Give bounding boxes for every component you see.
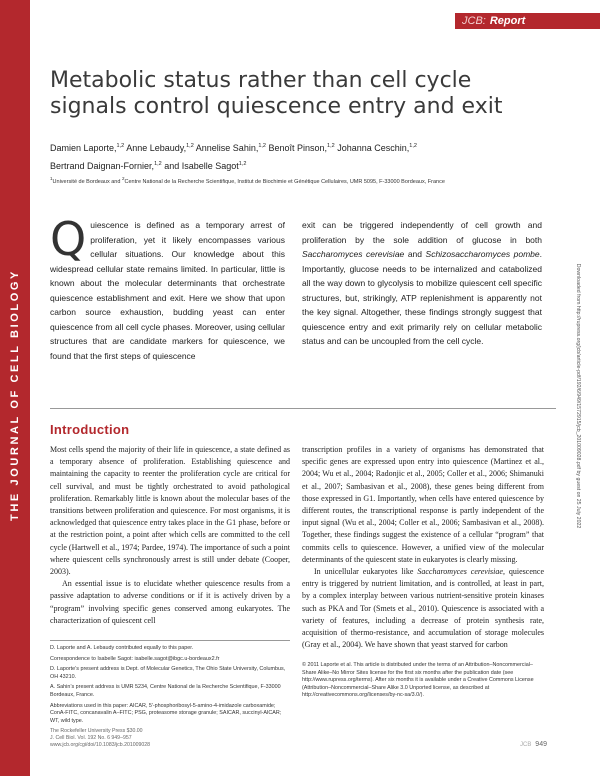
body-text: , quiescence entry is triggered by nutrient limitation, and is controlled, at least in part, by a complex interplay between various nutrient-sensitive protein kinases such as PKA and Tor (Smets et al., 2010). Quiescence is associated with a variety of features, including a decrease of protein synthesis rate, acquisition of thermo-resistance, and accumulation of storage molecules (Gray et al., 2004). We have shown that yeast starved for carbon <box>302 567 544 650</box>
body-paragraph <box>302 566 544 651</box>
license-notice[interactable]: © 2011 Laporte et al. This article is distributed under the terms of an Attribution–Noncommercial–Share Alike–No Mirror Sites license for the first six months after the publication date (see http://www.rupress.org/terms). After six months it is available under a Creative Commons License (Attribution–Noncommercial–Share Alike 3.0 Unported license, as described at http://creativecommons.org/licenses/by-nc-sa/3.0/). <box>302 662 534 699</box>
body-column-right <box>302 444 544 651</box>
body-paragraph: transcription profiles in a variety of organisms has demonstrated that specific genes are expressed upon entry into quiescence (Martinez et al., 2004; Wu et al., 2004; Radonjic et al., 2005; Coller et al., 2006; Shimanuki et al., 2007; Sambasivan et al., 2008), these genes being different from those expressed in G1. Importantly, when cells have entered quiescence by different routes, the transcriptional response is partly independent of the input signal (Wu et al., 2004; Coller et al., 2006; Sambasivan et al., 2008). Together, these findings suggest the existence of a cellular “program” that commits cells to quiescence. However, a unified view of the molecular determinants of the quiescent state in eukaryotes is clearly missing. <box>302 445 544 564</box>
author[interactable]: Anne Lebaudy, <box>126 143 187 153</box>
affiliations <box>50 176 550 185</box>
abstract-text: and <box>404 249 426 259</box>
page-footer <box>520 741 547 748</box>
author-affil: 1,2 <box>116 143 125 149</box>
body-paragraph: Most cells spend the majority of their life in quiescence, a state defined as a temporary absence of proliferation. Establishing quiescence and maintaining the capacity to reenter the proliferation cycle are critical for cell survival, and must be tightly orchestrated to avoid pathological proliferation. Remarkably little is known about the molecular bases of the transitions between proliferation and quiescence. For most organisms, it is acknowledged that quiescence entry takes place in the G1 phase, before or at the restriction point, a point after which cells are committed to the cell cycle (Hartwell et al., 1974; Pardee, 1974). The importance of such a point where quiescent cells synchronously arrest is still under debate (Cooper, 2003). <box>50 445 290 577</box>
abstract-text: exit can be triggered independently of cell growth and proliferation by the sole addition of glucose in both <box>302 220 542 245</box>
footnote-abbreviations: Abbreviations used in this paper: AICAR, 5′-phosphoribosyl-5-amino-4-imidazole carboxamide; ConA-FITC, concanavalin A–FITC; PSG, proteasome storage granule; SAICAR, succinyl-AICAR; WT, wild type. <box>50 702 282 724</box>
affiliation-text: Université de Bordeaux and <box>52 178 122 185</box>
footer-journal: JCB <box>520 742 532 748</box>
abstract-text: uiescence is defined as a temporary arrest of proliferation, yet it likely encompasses various cellular situations. Our knowledge about this widespread cellular state remains limited. In particular, little is known about the molecular determinants that orchestrate quiescence establishment and exit. Here we show that upon carbon source exhaustion, budding yeast can enter quiescence from all cell cycle phases. Moreover, using cellular structures that are candidate markers for quiescence, we found that the first steps of quiescence <box>50 220 285 361</box>
footnote-divider <box>50 640 290 641</box>
species-name: Saccharomyces cerevisiae <box>417 567 503 577</box>
author[interactable]: Annelise Sahin, <box>195 143 259 153</box>
dropcap: Q <box>50 212 87 266</box>
footnote: D. Laporte’s present address is Dept. of Molecular Genetics, The Ohio State University, Columbus, OH 43210. <box>50 666 286 680</box>
author-affil: 1,2 <box>258 143 266 149</box>
species-name: Saccharomyces cerevisiae <box>302 249 405 259</box>
citation-line: J. Cell Biol. Vol. 192 No. 6 949–957 <box>50 735 132 742</box>
journal-name: THE JOURNAL OF CELL BIOLOGY <box>9 269 21 521</box>
abstract-left <box>50 212 285 363</box>
author-affil: 1,2 <box>238 161 247 167</box>
banner-journal: JCB: <box>462 15 486 27</box>
publisher-info <box>50 728 150 750</box>
footnote-correspondence[interactable]: Correspondence to Isabelle Sagot: isabelle.sagot@ibgc.u-bordeaux2.fr <box>50 655 220 662</box>
footnotes <box>50 645 290 728</box>
body-text: In unicellular eukaryotes like <box>314 567 418 577</box>
download-watermark: Downloaded from http://rupress.org/jcb/article-pdf/192/6/949/1572915/jcb_201009028.pdf by guest on 25 July 2022 <box>575 263 581 529</box>
footnote: A. Sahin’s present address is UMR 5234, Centre National de la Recherche Scientifique, F-33000 Bordeaux, France. <box>50 684 281 698</box>
body-column-left <box>50 444 290 627</box>
doi-link[interactable]: www.jcb.org/cgi/doi/10.1083/jcb.201009028 <box>50 742 151 749</box>
abstract-text: . Importantly, glucose needs to be internalized and catabolized all the way down to glycolysis to mobilize quiescent cell specific structures, but, strikingly, ATP replenishment is apparently not the key signal. Altogether, these findings strongly suggest that quiescence entry and exit primarily rely on cellular metabolic status and can be uncoupled from the cell cycle. <box>302 249 542 346</box>
author[interactable]: Damien Laporte, <box>50 143 117 153</box>
author[interactable]: Benoît Pinson, <box>268 143 328 153</box>
section-divider <box>50 408 556 409</box>
affiliation-text: Centre National de la Recherche Scientifique, Institut de Biochimie et Génétique Cellulaires, UMR 5095, F-33000 Bordeaux, France <box>124 178 445 185</box>
abstract-right <box>302 218 542 349</box>
affil-sup: 1 <box>50 176 53 181</box>
affil-sup: 2 <box>121 176 125 181</box>
publisher-line: The Rockefeller University Press $30.00 <box>50 728 143 734</box>
section-banner-text <box>462 13 525 29</box>
author[interactable]: and Isabelle Sagot <box>164 161 239 171</box>
section-heading-introduction: Introduction <box>50 422 130 437</box>
author[interactable]: Bertrand Daignan-Fornier, <box>50 161 155 171</box>
author-affil: 1,2 <box>409 143 417 149</box>
author-affil: 1,2 <box>154 161 162 167</box>
author-list <box>50 138 540 174</box>
footnote: D. Laporte and A. Lebaudy contributed equally to this paper. <box>50 645 194 651</box>
article-title: Metabolic status rather than cell cycle signals control quiescence entry and exit <box>50 68 503 119</box>
banner-section: Report <box>489 15 526 27</box>
body-paragraph: An essential issue is to elucidate whether quiescence results from a passive adaptation to adverse conditions or if it is actively driven by a “program” involving specific genes conserved among eukaryotes. The characterization of quiescent cell <box>50 579 290 625</box>
author-affil: 1,2 <box>186 143 194 149</box>
author[interactable]: Johanna Ceschin, <box>337 143 410 153</box>
species-name: Schizosaccharomyces pombe <box>425 249 540 259</box>
page-number: 949 <box>535 741 547 748</box>
author-affil: 1,2 <box>327 143 335 149</box>
